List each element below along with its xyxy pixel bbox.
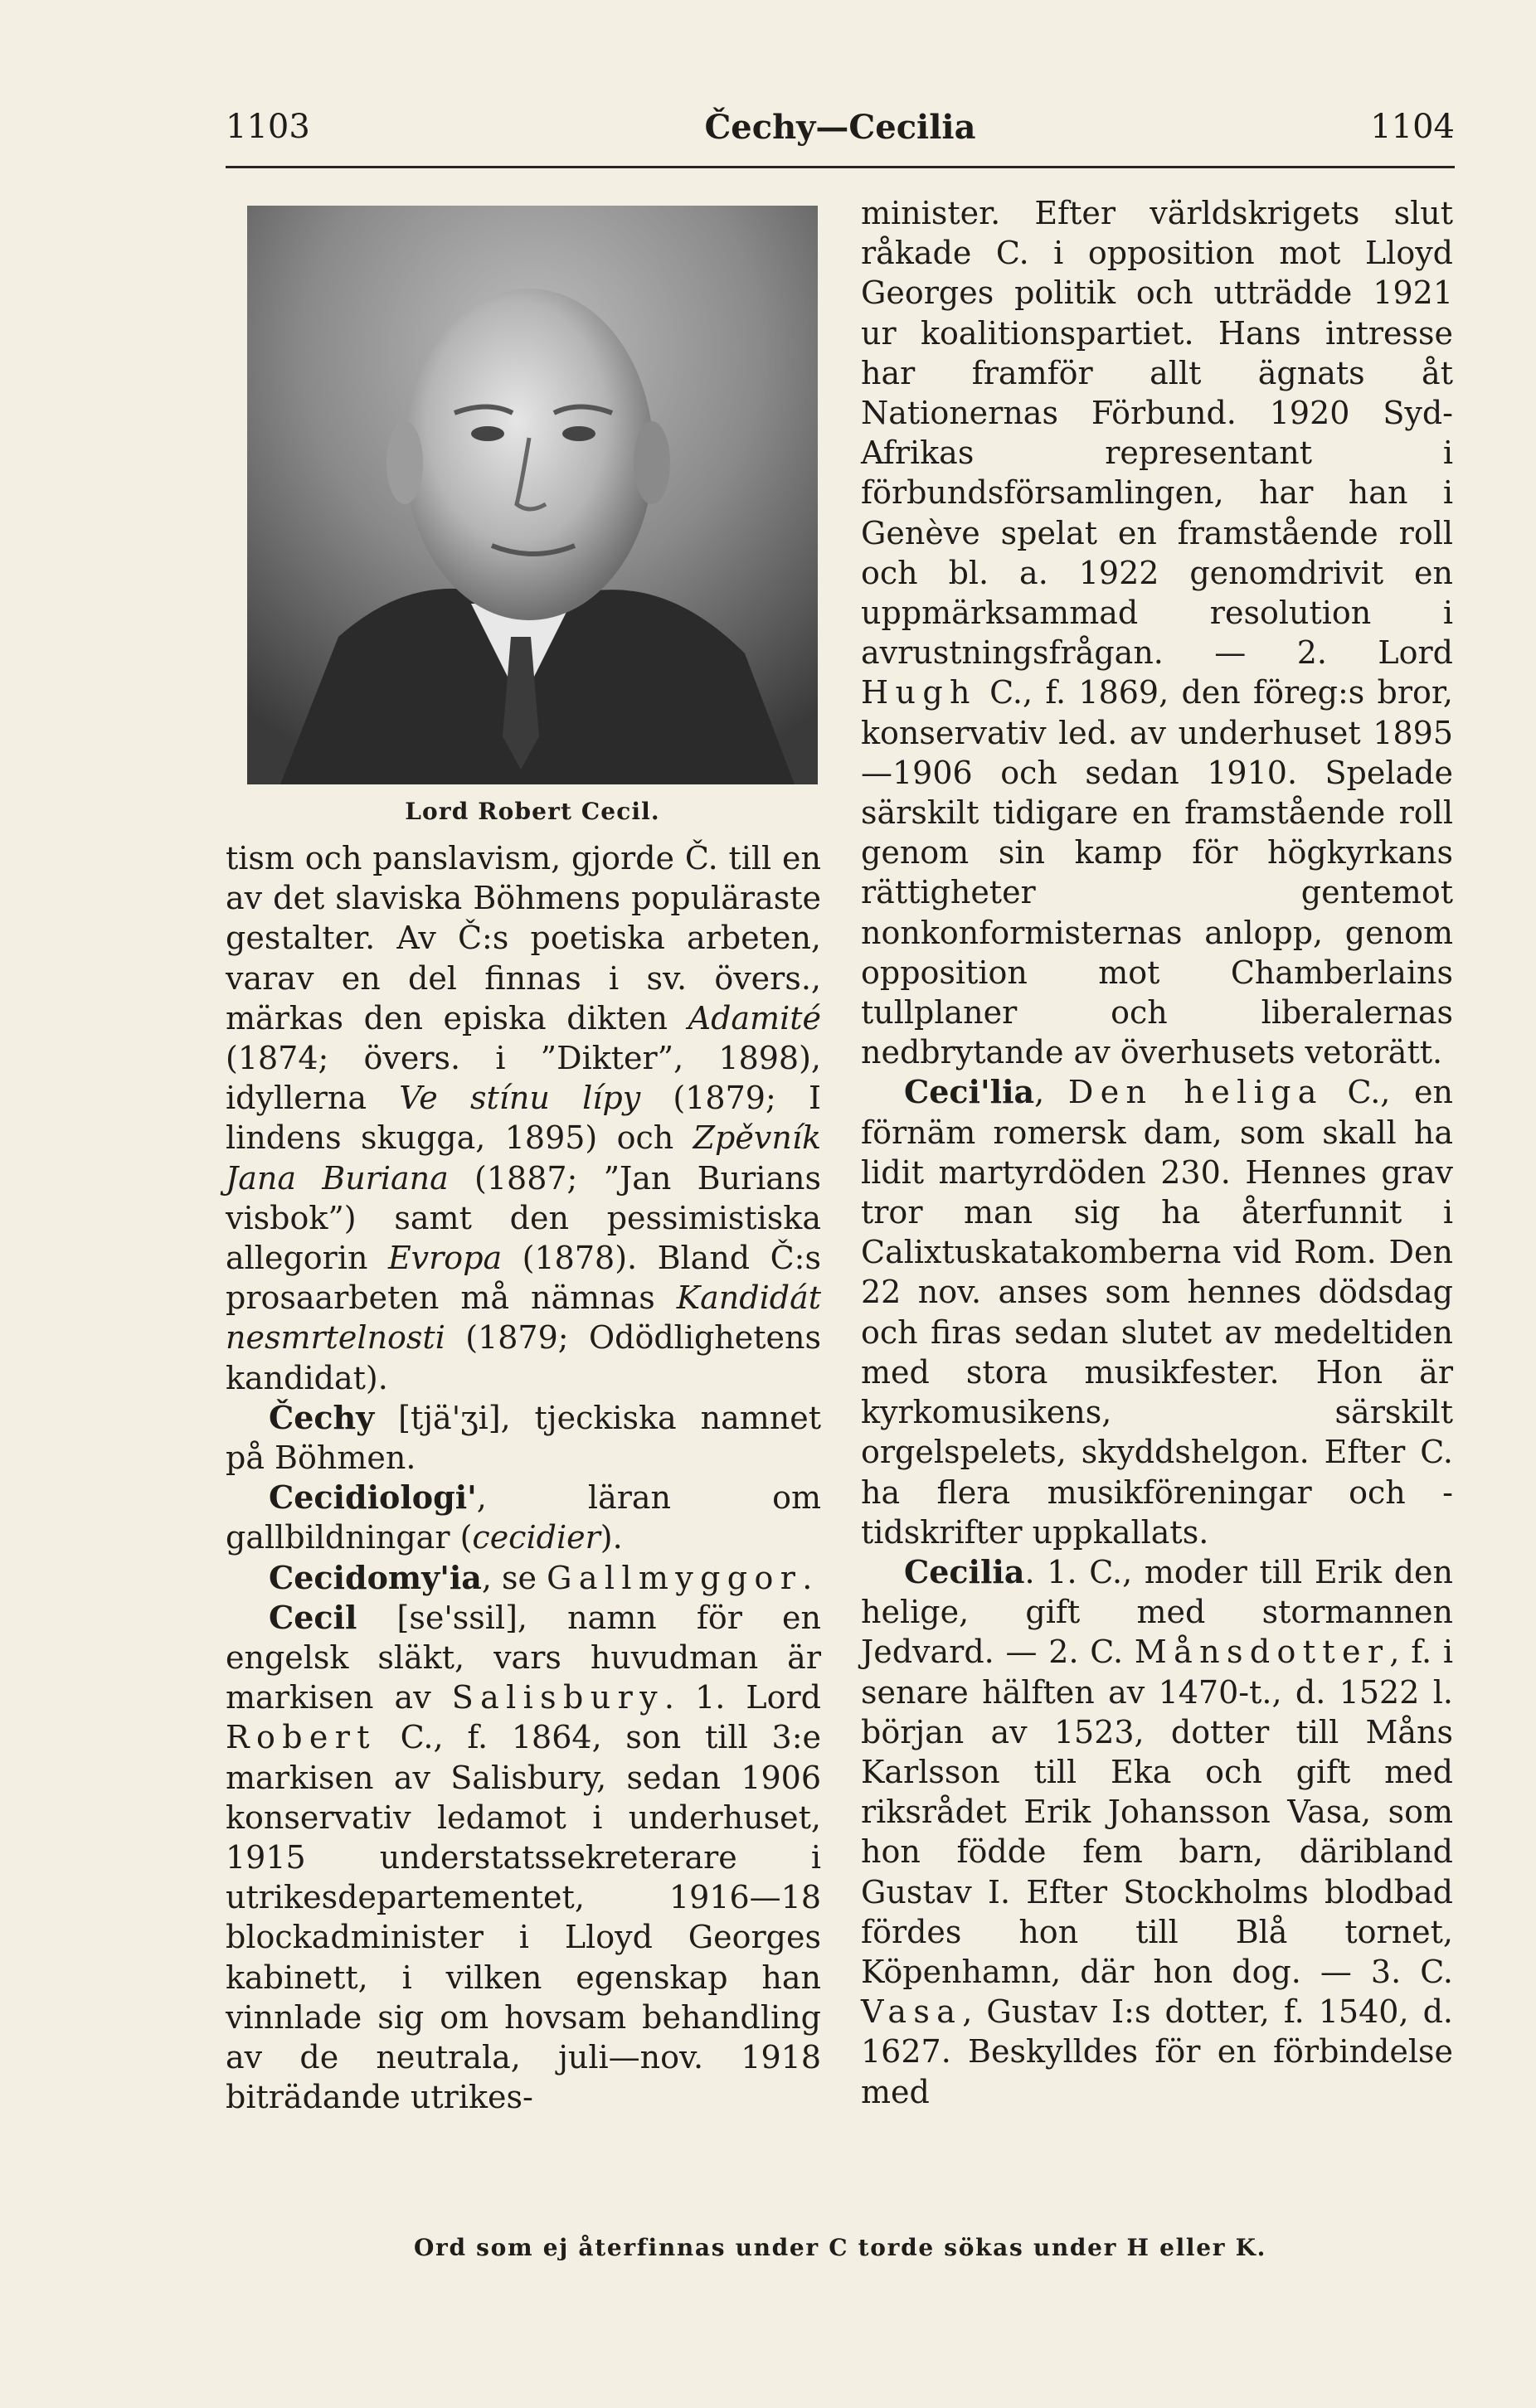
portrait-photo (247, 206, 818, 784)
right-column (861, 193, 1453, 2112)
figure-caption: Lord Robert Cecil. (405, 798, 660, 825)
entry-cecil: Cecil [se'ssil], namn för en engelsk släkt, vars huvudman är markisen av Salisbury. 1. Lord Robert C., f. 1864, son till 3:e markisen av Salisbury, sedan 1906 konservativ ledamot i underhuset, 1915 understatssekreterare i utrikesdepartementet, 1916—18 blockadminister i Lloyd Georges kabinett, i vilken egenskap han vinnlade sig om hovsam behandling av de neutrala, juli—nov. 1918 biträdande utrikes- (226, 1598, 821, 2116)
headword: Cecil (269, 1598, 357, 1636)
left-column (226, 838, 821, 2118)
paragraph-tism: tism och panslavism, gjorde Č. till en av det slaviska Böhmens populäraste gestalter. Av Č:s poetiska arbeten, varav en del finnas i sv. övers., märkas den episka dikten Adamité (1874; övers. i ”Dikter”, 1898), idyllerna Ve stínu lípy (1879; I lindens skugga, 1895) och Zpěvník Jana Buriana (1887; ”Jan Burians visbok”) samt den pessimistiska allegorin Evropa (1878). Bland Č:s prosaarbeten må nämnas Kandidát nesmrtelnosti (1879; Odödlighetens kandidat). (226, 840, 821, 1396)
paragraph-minister: minister. Efter världskrigets slut råkade C. i opposition mot Lloyd Georges politik och utträdde 1921 ur koalitionspartiet. Hans intresse har framför allt ägnats åt Nationernas Förbund. 1920 Syd-Afrikas representant i förbundsförsamlingen, har han i Genève spelat en framstående roll och bl. a. 1922 genomdrivit en uppmärksammad resolution i avrustningsfrågan. — 2. Lord Hugh C., f. 1869, den föreg:s bror, konservativ led. av underhuset 1895—1906 och sedan 1910. Spelade särskilt tidigare en framstående roll genom sin kamp för högkyrkans rättigheter gentemot nonkonformisternas anlopp, genom opposition mot Chamberlains tullplaner och liberalernas nedbrytande av överhusets vetorätt. (861, 195, 1453, 1071)
headword: Čechy (269, 1398, 375, 1436)
headword: Cecidomy'ia (269, 1558, 482, 1596)
entry-cechy: Čechy [tjä'ʒi], tjeckiska namnet på Böhmen. (226, 1398, 821, 1477)
page-number-left: 1103 (226, 108, 310, 146)
entry-cecilia: Cecilia. 1. C., moder till Erik den helige, gift med stormannen Jedvard. — 2. C. Månsdotter, f. i senare hälften av 1470-t., d. 1522 l. början av 1523, dotter till Måns Karlsson till Eka och gift med riksrådet Erik Johansson Vasa, som hon födde fem barn, däribland Gustav I. Efter Stockholms blodbad fördes hon till Blå tornet, Köpenhamn, där hon dog. — 3. C. Vasa, Gustav I:s dotter, f. 1540, d. 1627. Beskylldes för en förbindelse med (861, 1552, 1453, 2110)
page-header (226, 100, 1455, 168)
page-footer-note: Ord som ej återfinnas under C torde sökas under H eller K. (413, 2234, 1267, 2261)
headword: Cecidiologi' (269, 1478, 477, 1517)
portrait-illustration (247, 206, 818, 784)
headword: Ceci'lia (904, 1073, 1035, 1111)
headword: Cecilia (904, 1552, 1025, 1590)
entry-cecidiologi: Cecidiologi', läran om gallbildningar (cecidier). (226, 1478, 821, 1556)
page-number-right: 1104 (1370, 108, 1455, 146)
entry-cecidomyia: Cecidomy'ia, se Gallmyggor. (269, 1558, 813, 1596)
entry-cecilia-saint: Ceci'lia, Den heliga C., en förnäm romersk dam, som skall ha lidit martyrdöden 230. Hennes grav tror man sig ha återfunnit i Calixtuskatakomberna vid Rom. Den 22 nov. anses som hennes dödsdag och firas sedan slutet av medeltiden med stora musikfester. Hon är kyrkomusikens, särskilt orgelspelets, skyddshelgon. Efter C. ha flera musikföreningar och -tidskrifter uppkallats. (861, 1073, 1453, 1551)
running-title: Čechy—Cecilia (704, 108, 976, 147)
